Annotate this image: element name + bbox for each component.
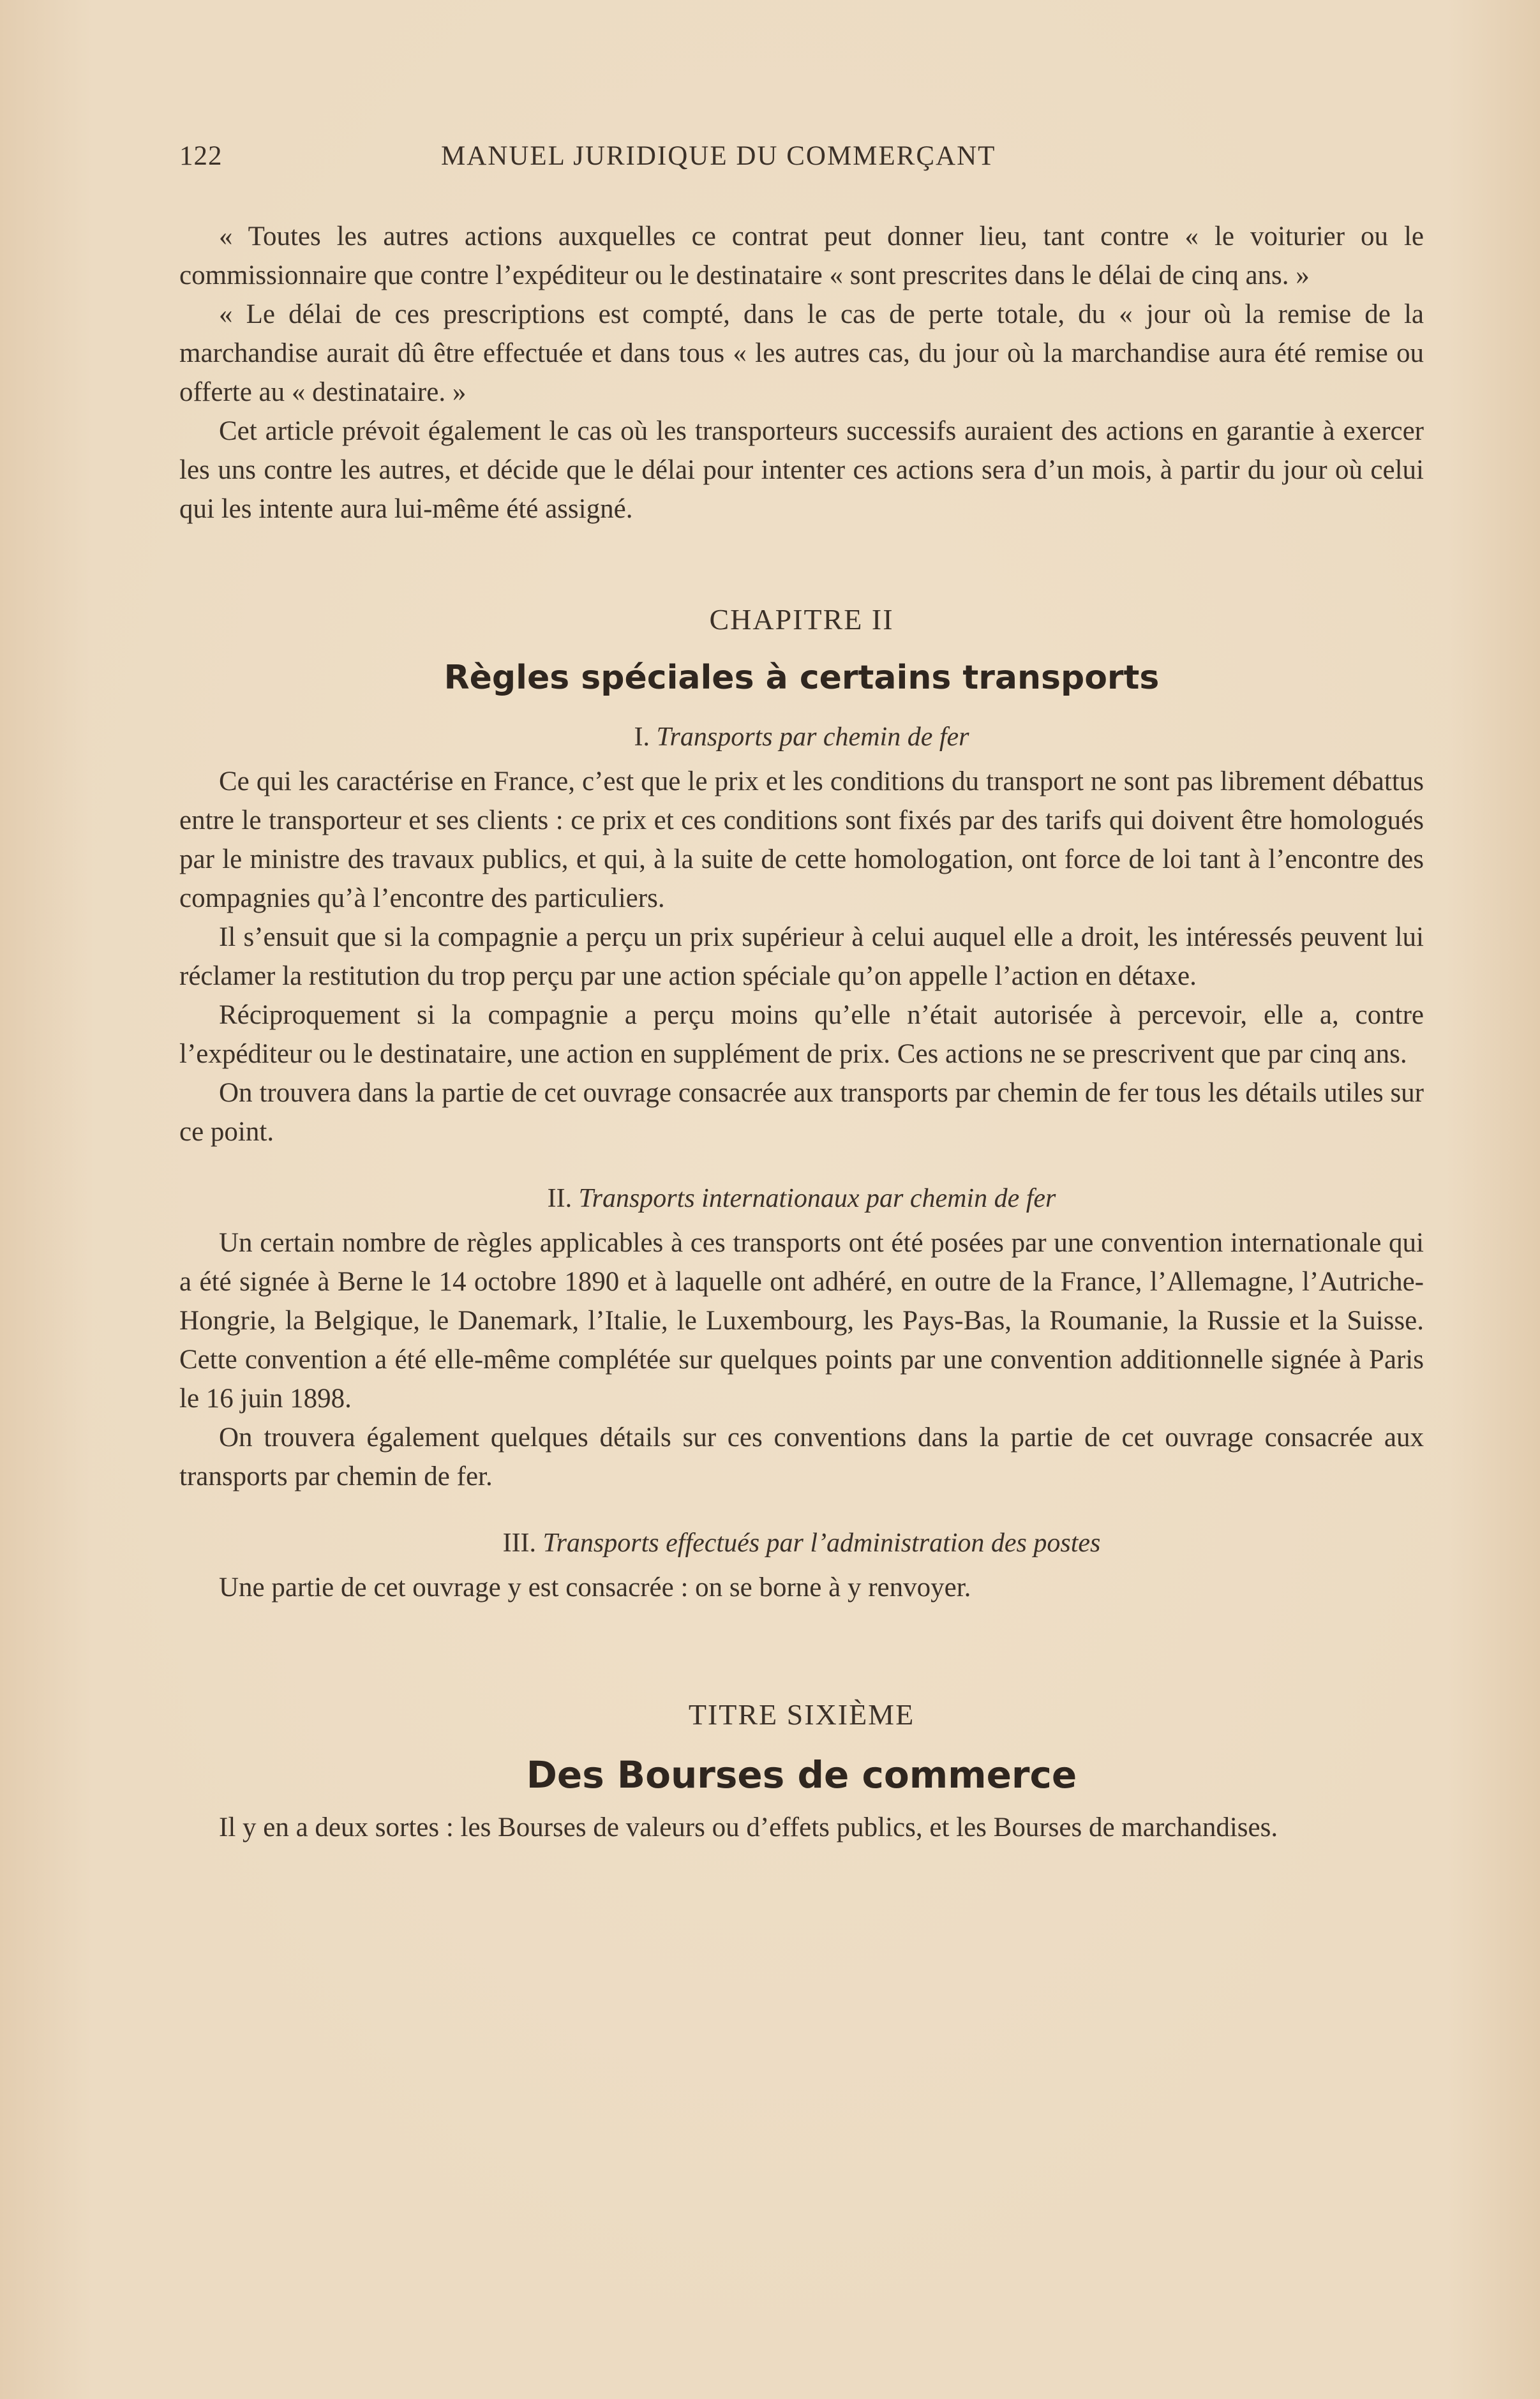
page-header	[179, 135, 1416, 180]
running-head: MANUEL JURIDIQUE DU COMMERÇANT	[441, 141, 996, 171]
intro-block	[179, 217, 1424, 528]
section-number: I.	[634, 722, 650, 752]
section-1	[179, 718, 1424, 1151]
section-3	[179, 1524, 1424, 1607]
chapter-label: CHAPITRE II	[709, 603, 894, 636]
section-heading-2	[179, 1179, 1424, 1218]
section-3-paragraph-1: Une partie de cet ouvrage y est consacrée : on se borne à y renvoyer.	[219, 1573, 971, 1603]
section-1-paragraph-3: Réciproquement si la compagnie a perçu moins qu’elle n’était autorisée à percevoir, elle a, contre l’expéditeur ou le destinataire, une action en supplément de prix. Ces actions ne se prescrivent que par cinq ans.	[179, 1000, 1424, 1069]
section-1-paragraph-2: Il s’ensuit que si la compagnie a perçu un prix supérieur à celui auquel elle a droit, les intéressés peuvent lui réclamer la restitution du trop perçu par une action spéciale qu’on appelle l’action en détaxe.	[179, 922, 1424, 991]
section-title: Transports effectués par l’administration des postes	[542, 1528, 1101, 1558]
chapter-title: Règles spéciales à certains transports	[444, 659, 1160, 697]
quote-paragraph-2: « Le délai de ces prescriptions est compté, dans le cas de perte totale, du « jour où la remise de la marchandise aurait dû être effectuée et dans tous « les autres cas, du jour où la marchandise aura été remise ou offerte au « destinataire. »	[179, 299, 1424, 407]
section-2-paragraph-1: Un certain nombre de règles applicables à ces transports ont été posées par une convention internationale qui a été signée à Berne le 14 octobre 1890 et à laquelle ont adhéré, en outre de la France, l’Allemagne, l’Autriche-Hongrie, la Belgique, le Danemark, l’Italie, le Luxembourg, les Pays-Bas, la Roumanie, la Russie et la Suisse. Cette convention a été elle-même complétée sur quelques points par une convention additionnelle signée à Paris le 16 juin 1898.	[179, 1228, 1424, 1414]
section-number: II.	[547, 1184, 572, 1213]
section-heading-3	[179, 1524, 1424, 1563]
quote-paragraph-1: « Toutes les autres actions auxquelles ce contrat peut donner lieu, tant contre « le voiturier ou le commissionnaire que contre l’expéditeur ou le destinataire « sont prescrites dans le délai de cinq ans. »	[179, 221, 1424, 290]
page-number: 122	[179, 141, 223, 171]
section-2-paragraph-2: On trouvera également quelques détails sur ces conventions dans la partie de cet ouvrage consacrée aux transports par chemin de fer.	[179, 1423, 1424, 1491]
page-body	[179, 217, 1424, 1847]
section-2	[179, 1179, 1424, 1496]
section-title: Transports par chemin de fer	[656, 722, 969, 752]
section-number: III.	[502, 1528, 537, 1558]
section-heading-1	[179, 718, 1424, 757]
titre-title: Des Bourses de commerce	[526, 1753, 1077, 1797]
section-1-paragraph-4: On trouvera dans la partie de cet ouvrage consacrée aux transports par chemin de fer tous les détails utiles sur ce point.	[179, 1078, 1424, 1147]
titre-paragraph-1: Il y en a deux sortes : les Bourses de valeurs ou d’effets publics, et les Bourses de marchandises.	[219, 1812, 1278, 1842]
section-title: Transports internationaux par chemin de fer	[578, 1184, 1056, 1213]
commentary-paragraph: Cet article prévoit également le cas où les transporteurs successifs auraient des actions en garantie à exercer les uns contre les autres, et décide que le délai pour intenter ces actions sera d’un mois, à partir du jour où celui qui les intente aura lui-même été assigné.	[179, 416, 1424, 524]
titre-label: TITRE SIXIÈME	[688, 1698, 915, 1731]
section-1-paragraph-1: Ce qui les caractérise en France, c’est que le prix et les conditions du transport ne sont pas librement débattus entre le transporteur et ses clients : ce prix et ces conditions sont fixés par des tarifs qui doivent être homologués par le ministre des travaux publics, et qui, à la suite de cette homologation, ont force de loi tant à l’encontre des compagnies qu’à l’encontre des particuliers.	[179, 766, 1424, 913]
